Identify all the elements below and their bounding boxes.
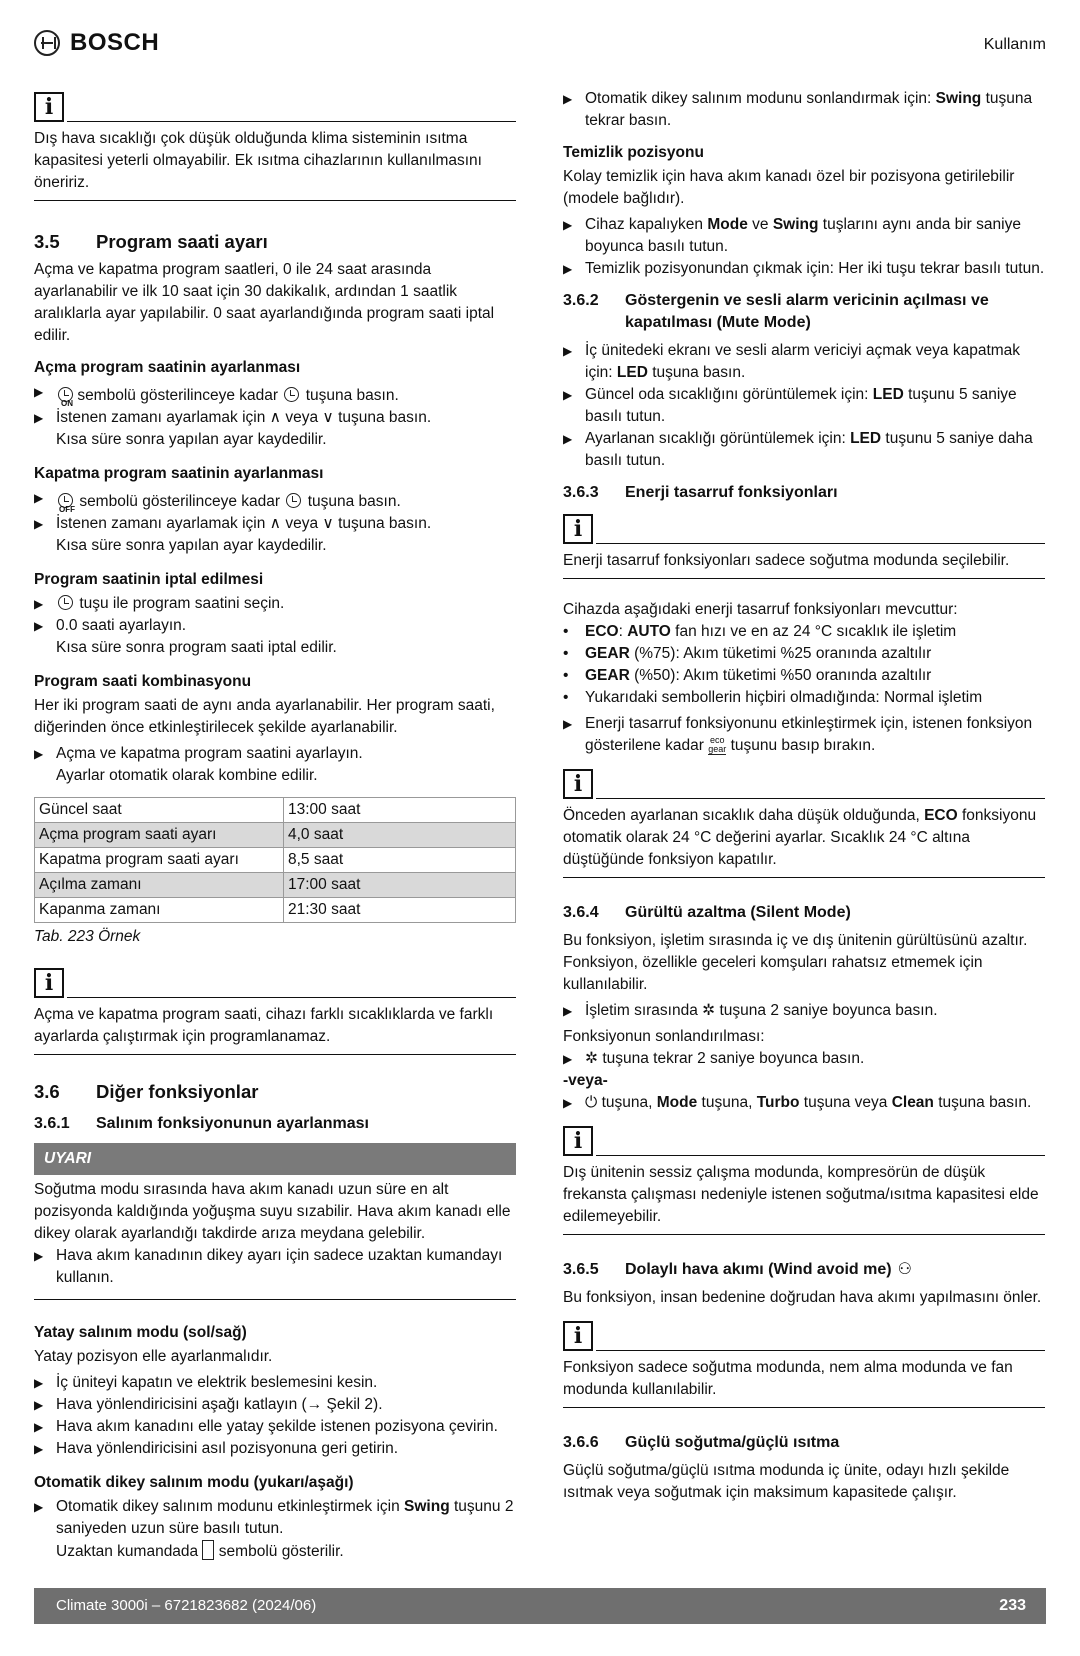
table-row: Güncel saat 13:00 saat bbox=[35, 798, 516, 823]
up-icon: ∧ bbox=[269, 409, 282, 427]
step: ▶ İç üniteyi kapatın ve elektrik beslemesini kesin. bbox=[34, 1372, 516, 1394]
step: ▶ Cihaz kapalıyken Mode ve Swing tuşlarını aynı anda bir saniye boyunca basılı tutun. bbox=[563, 214, 1045, 258]
paragraph: Kolay temizlik için hava akım kanadı özel bir pozisyona getirilebilir (modele bağlıdır). bbox=[563, 168, 1015, 207]
list-item: • Yukarıdaki sembollerin hiçbiri olmadığında: Normal işletim bbox=[563, 689, 983, 706]
info-icon: i bbox=[34, 92, 64, 122]
paragraph: Fonksiyonun sonlandırılması: bbox=[563, 1028, 765, 1045]
step: ▶ Temizlik pozisyonundan çıkmak için: Her iki tuşu tekrar basılı tutun. bbox=[563, 258, 1045, 280]
down-icon: ∨ bbox=[322, 515, 334, 533]
info-box bbox=[563, 1317, 1045, 1408]
info-text: Önceden ayarlanan sıcaklık daha düşük olduğunda, ECO fonksiyonu otomatik olarak 24 °C değerini ayarlar. Sıcaklık 24 °C altına düştüğünde fonksiyon kapatılır. bbox=[563, 799, 1045, 878]
info-text: Dış hava sıcaklığı çok düşük olduğunda klima sisteminin ısıtma kapasitesi yeterli olmayabilir. Ek ısıtma cihazlarının kullanılmasını öneririz. bbox=[34, 122, 516, 201]
arrow-icon: ▶ bbox=[34, 747, 44, 762]
step: ▶ Ayarlanan sıcaklığı görüntülemek için: LED tuşunu 5 saniye daha basılı tutun. bbox=[563, 428, 1045, 472]
bosch-armature-icon bbox=[34, 30, 60, 56]
arrow-icon: ▶ bbox=[34, 1442, 44, 1457]
info-text: Enerji tasarruf fonksiyonları sadece soğutma modunda seçilebilir. bbox=[563, 544, 1045, 579]
step: ▶ İstenen zamanı ayarlamak için ∧ veya ∨ tuşuna basın. bbox=[34, 513, 516, 535]
list-item: • GEAR (%50): Akım tüketimi %50 oranında azaltılır bbox=[563, 667, 932, 684]
list-item: • ECO: AUTO fan hızı ve en az 24 °C sıcaklık ile işletim bbox=[563, 623, 957, 640]
arrow-icon: ▶ bbox=[34, 619, 44, 634]
left-column bbox=[34, 88, 516, 1563]
arrow-icon: ▶ bbox=[563, 388, 573, 402]
step: ▶ tuşu ile program saatini seçin. bbox=[34, 593, 516, 615]
step: ▶ Otomatik dikey salınım modunu etkinleştirmek için Swing tuşunu 2 saniyeden uzun süre basılı tutun. Uzaktan kumandada sembolü gösterilir. bbox=[34, 1496, 516, 1563]
arrow-icon: ▶ bbox=[34, 1420, 44, 1435]
step: ▶ İstenen zamanı ayarlamak için ∧ veya ∨ tuşuna basın. bbox=[34, 407, 516, 429]
subheading: Açma program saatinin ayarlanması bbox=[34, 359, 301, 376]
step-result: Kısa süre sonra yapılan ayar kaydedilir. bbox=[56, 537, 327, 555]
subheading: Otomatik dikey salınım modu (yukarı/aşağı) bbox=[34, 1474, 354, 1492]
step-result: Kısa süre sonra yapılan ayar kaydedilir. bbox=[56, 431, 327, 449]
subsection-heading: 3.6.2 Göstergenin ve sesli alarm vericinin açılması ve kapatılması (Mute Mode) bbox=[563, 292, 989, 331]
page-number: 233 bbox=[999, 1597, 1026, 1614]
step: ▶ Hava akım kanadını elle yatay şekilde istenen pozisyona çevirin. bbox=[34, 1416, 516, 1438]
table-row: Açma program saati ayarı 4,0 saat bbox=[35, 823, 516, 848]
bosch-logo bbox=[34, 30, 159, 56]
subsection-heading: 3.6.3 Enerji tasarruf fonksiyonları bbox=[563, 484, 838, 501]
eco-gear-icon: eco gear bbox=[708, 735, 727, 754]
info-box bbox=[34, 88, 516, 201]
arrow-icon: ▶ bbox=[563, 1052, 573, 1066]
subheading: Temizlik pozisyonu bbox=[563, 144, 704, 161]
arrow-icon: ▶ bbox=[563, 344, 573, 358]
fan-icon: ✲ bbox=[702, 1002, 716, 1019]
step: ▶ 0.0 saati ayarlayın. bbox=[34, 615, 516, 637]
clock-icon bbox=[58, 595, 73, 610]
step: ▶ ⏻ tuşuna, Mode tuşuna, Turbo tuşuna veya Clean tuşuna basın. bbox=[563, 1092, 1045, 1114]
info-box bbox=[563, 510, 1045, 579]
step: ▶ Güncel oda sıcaklığını görüntülemek için: LED tuşunu 5 saniye basılı tutun. bbox=[563, 384, 1045, 428]
or-label: -veya- bbox=[563, 1072, 608, 1089]
down-icon: ∨ bbox=[322, 409, 334, 427]
footer-doc-info: Climate 3000i – 6721823682 (2024/06) bbox=[56, 1597, 317, 1614]
step: ▶ Açma ve kapatma program saatini ayarlayın. bbox=[34, 743, 516, 765]
page-footer bbox=[34, 1588, 1046, 1624]
fan-icon: ✲ bbox=[585, 1050, 598, 1067]
step: ▶ Otomatik dikey salınım modunu sonlandırmak için: Swing tuşuna tekrar basın. bbox=[563, 88, 1045, 132]
step-result: Ayarlar otomatik olarak kombine edilir. bbox=[56, 767, 318, 785]
subheading: Yatay salınım modu (sol/sağ) bbox=[34, 1324, 247, 1342]
arrow-icon: ▶ bbox=[563, 218, 573, 232]
step: ▶ Enerji tasarruf fonksiyonunu etkinleştirmek için, istenen fonksiyon gösterilene kadar eco gear tuşunu basıp bırakın. bbox=[563, 713, 1045, 757]
arrow-icon: ▶ bbox=[563, 432, 573, 446]
table-row: Açılma zamanı 17:00 saat bbox=[35, 873, 516, 898]
paragraph: Yatay pozisyon elle ayarlanmalıdır. bbox=[34, 1348, 273, 1366]
subheading: Program saatinin iptal edilmesi bbox=[34, 571, 264, 589]
info-box bbox=[34, 964, 516, 1055]
paragraph: Açma ve kapatma program saatleri, 0 ile 24 saat arasında ayarlanabilir ve ilk 10 saat için 30 dakikalık, ardından 1 saatlik aralıklarla ayar yapılabilir. 0 saat ayarlandığında program saati iptal edilir. bbox=[34, 261, 495, 344]
clock-icon bbox=[284, 387, 299, 402]
arrow-icon: ▶ bbox=[34, 1376, 44, 1391]
arrow-icon: ▶ bbox=[34, 1249, 44, 1264]
arrow-icon: ▶ bbox=[34, 385, 44, 399]
brand-name: BOSCH bbox=[70, 29, 160, 56]
subsection-heading: 3.6.1 Salınım fonksiyonunun ayarlanması bbox=[34, 1115, 369, 1133]
step-result: Kısa süre sonra program saati iptal edilir. bbox=[56, 639, 337, 657]
paragraph: Bu fonksiyon, işletim sırasında iç ve dış ünitenin gürültüsünü azaltır. Fonksiyon, özellikle geceleri komşuları rahatsız etmemek için kullanılabilir. bbox=[563, 932, 1028, 993]
table-row: Kapatma program saati ayarı 8,5 saat bbox=[35, 848, 516, 873]
section-title: Kullanım bbox=[983, 36, 1046, 53]
arrow-icon: ▶ bbox=[34, 1500, 44, 1515]
subsection-heading: 3.6.5 Dolaylı hava akımı (Wind avoid me) ⚇ bbox=[563, 1259, 1045, 1281]
list-item: • GEAR (%75): Akım tüketimi %25 oranında azaltılır bbox=[563, 645, 932, 662]
warning-body: Soğutma modu sırasında hava akım kanadı uzun süre en alt pozisyonda kaldığında yoğuşma suyu sızabilir. Hava akım kanadı elle dikey olarak ayarlandığı takdirde arıza meydana gelebilir. ▶ Hava akım kanadının dikey ayarı için sadece uzaktan kumandayı kullanın. bbox=[34, 1175, 516, 1300]
page-header bbox=[34, 28, 1046, 68]
arrow-icon: ▶ bbox=[563, 1004, 573, 1018]
step: ▶ $^{ON}$ sembolü gösterilinceye kadar tuşuna basın. bbox=[34, 381, 516, 407]
step: ▶ Hava akım kanadının dikey ayarı için sadece uzaktan kumandayı kullanın. bbox=[34, 1245, 516, 1289]
section-heading: 3.6 Diğer fonksiyonlar bbox=[34, 1081, 259, 1103]
clock-icon bbox=[286, 493, 301, 508]
paragraph: Bu fonksiyon, insan bedenine doğrudan hava akımı yapılmasını önler. bbox=[563, 1289, 1042, 1306]
table-caption: Tab. 223 Örnek bbox=[34, 928, 141, 946]
subsection-heading: 3.6.6 Güçlü soğutma/güçlü ısıtma bbox=[563, 1434, 840, 1451]
paragraph: Cihazda aşağıdaki enerji tasarruf fonksiyonları mevcuttur: bbox=[563, 601, 958, 618]
arrow-icon: ▶ bbox=[34, 491, 44, 506]
info-box bbox=[563, 765, 1045, 878]
warning-label: UYARI bbox=[34, 1143, 516, 1175]
paragraph: Her iki program saati de aynı anda ayarlanabilir. Her program saati, diğerinden önce etkinleştirilecek şekilde ayarlanabilir. bbox=[34, 697, 495, 737]
info-box bbox=[563, 1122, 1045, 1235]
arrow-icon: ▶ bbox=[563, 717, 573, 731]
step: ▶ Hava yönlendiricisini aşağı katlayın (→ Şekil 2). bbox=[34, 1394, 516, 1416]
info-text: Açma ve kapatma program saati, cihazı farklı sıcaklıklarda ve farklı ayarlarda çalıştırmak için programlanamaz. bbox=[34, 998, 516, 1055]
up-icon: ∧ bbox=[269, 515, 282, 533]
arrow-icon: ▶ bbox=[563, 92, 573, 106]
subheading: Program saati kombinasyonu bbox=[34, 673, 252, 691]
right-column bbox=[563, 88, 1045, 1504]
step: ▶ İç ünitedeki ekranı ve sesli alarm vericiyi açmak veya kapatmak için: LED tuşuna basın. bbox=[563, 340, 1045, 384]
table-row: Kapanma zamanı 21:30 saat bbox=[35, 898, 516, 923]
info-icon: i bbox=[34, 968, 64, 998]
paragraph: Güçlü soğutma/güçlü ısıtma modunda iç ünite, odayı hızlı şekilde ısıtmak veya soğutmak için maksimum kapasitede çalışır. bbox=[563, 1462, 1010, 1501]
arrow-icon: ▶ bbox=[34, 597, 44, 612]
arrow-icon: ▶ bbox=[563, 262, 573, 276]
info-text: Dış ünitenin sessiz çalışma modunda, kompresörün de düşük frekansta çalışması nedeniyle istenen soğutma/ısıtma kapasitesi elde edilemeyebilir. bbox=[563, 1156, 1045, 1235]
step: ▶ İşletim sırasında ✲ tuşuna 2 saniye boyunca basın. bbox=[563, 1000, 1045, 1022]
section-heading: 3.5 Program saati ayarı bbox=[34, 231, 268, 252]
step: ▶ $^{OFF}$ sembolü gösterilinceye kadar tuşuna basın. bbox=[34, 487, 516, 513]
info-icon: i bbox=[563, 1321, 593, 1351]
step: ▶ ✲ tuşuna tekrar 2 saniye boyunca basın. bbox=[563, 1048, 1045, 1070]
info-icon: i bbox=[563, 514, 593, 544]
subsection-heading: 3.6.4 Gürültü azaltma (Silent Mode) bbox=[563, 904, 851, 921]
arrow-icon: ▶ bbox=[34, 517, 44, 532]
arrow-icon: ▶ bbox=[34, 411, 44, 426]
info-icon: i bbox=[563, 1126, 593, 1156]
arrow-icon: ▶ bbox=[563, 1096, 573, 1110]
power-icon: ⏻ bbox=[585, 1094, 598, 1111]
example-table bbox=[34, 797, 516, 923]
info-text: Fonksiyon sadece soğutma modunda, nem alma modunda ve fan modunda kullanılabilir. bbox=[563, 1351, 1045, 1408]
arrow-icon: ▶ bbox=[34, 1398, 44, 1413]
step: ▶ Hava yönlendiricisini asıl pozisyonuna geri getirin. bbox=[34, 1438, 516, 1460]
wind-avoid-icon: ⚇ bbox=[897, 1261, 912, 1278]
subheading: Kapatma program saatinin ayarlanması bbox=[34, 465, 324, 483]
swing-symbol-icon bbox=[202, 1540, 214, 1560]
info-icon: i bbox=[563, 769, 593, 799]
